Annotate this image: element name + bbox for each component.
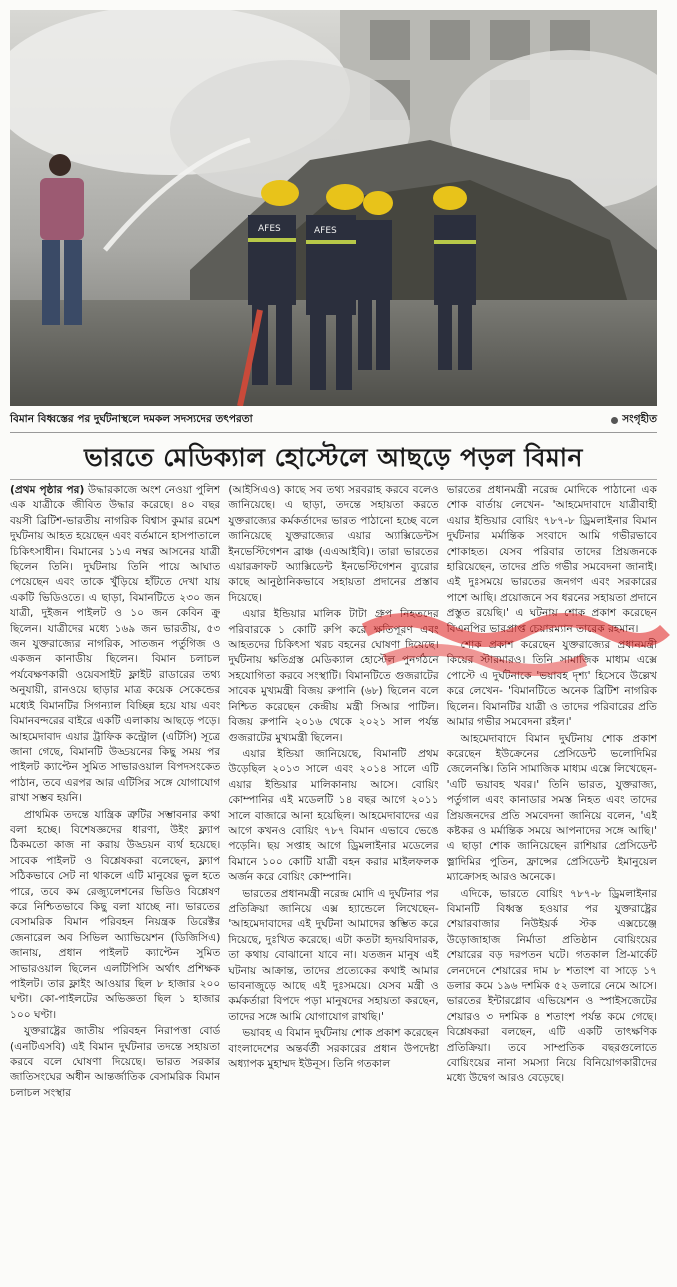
column-3 bbox=[447, 483, 657, 1278]
article-headline: ভারতে মেডিক্যাল হোস্টেলে আছড়ে পড়ল বিমান bbox=[10, 437, 657, 480]
photo-caption: বিমান বিধ্বস্তের পর দুর্ঘটনাস্থলে দমকল সদস্যদের তৎপরতা bbox=[10, 412, 253, 425]
lead-label: (প্রথম পৃষ্ঠার পর) bbox=[10, 484, 85, 496]
paragraph: ভারতের প্রধানমন্ত্রী নরেন্দ্র মোদিকে পাঠানো এক শোক বার্তায় লেখেন- 'আহমেদাবাদে যাত্রীবাহী এয়ার ইন্ডিয়ার বোয়িং ৭৮৭-৮ ড্রিমলাইনার বিমান দুর্ঘটনার মর্মান্তিক সংবাদে আমি গভীরভাবে শোকাহত। যেসব পরিবার তাদের প্রিয়জনকে হারিয়েছেন, তাদের প্রতি গভীর সমবেদনা জানাই। এই দুঃসময়ে ভারতের জনগণ এবং সরকারের পাশে আছি। প্রয়োজনে সব ধরনের সহায়তা প্রদানে প্রস্তুত রয়েছি।' এ ঘটনায় শোক প্রকাশ করেছেন বিএনপির ভারপ্রাপ্ত চেয়ারম্যান তারেক রহমান। bbox=[446, 484, 657, 635]
bullet-icon bbox=[611, 417, 618, 424]
paragraph: ভয়াবহ এ বিমান দুর্ঘটনায় শোক প্রকাশ করেছেন বাংলাদেশের অন্তর্বর্তী সরকারের প্রধান উপদেষ্টা অধ্যাপক মুহাম্মদ ইউনূস। তিনি গতকাল bbox=[228, 1027, 439, 1071]
paragraph bbox=[10, 483, 220, 807]
paragraph-text: উদ্ধারকাজে অংশ নেওয়া পুলিশ এক যাত্রীকে জীবিত উদ্ধার করেছে। ৪০ বছর বয়সী ব্রিটিশ-ভারতীয় নাগরিক বিশ্বাস কুমার রমেশ দুর্ঘটনায় আহত হয়েছেন এবং বর্তমানে হাসপাতালে চিকিৎসাধীন। বিমানের ১১এ নম্বর আসনের যাত্রী ছিলেন তিনি। দুর্ঘটনায় তিনি পায়ে আঘাত পেয়েছেন এবং তাকে খুঁড়িয়ে হাঁটতে দেখা যায় একটি ভিডিওতে। এ ছাড়া, বিমানটিতে ২৩০ জন যাত্রী, দুইজন পাইলট ও ১০ জন কেবিন ক্রু ছিলেন। যাত্রীদের মধ্যে ১৬৯ জন ভারতীয়, ৫৩ জন যুক্তরাজ্যের নাগরিক, সাতজন পর্তুগিজ ও একজন কানাডীয় ছিলেন। বিমান চলাচল পর্যবেক্ষণকারী ওয়েবসাইট ফ্লাইট রাডারের তথ্য অনুযায়ী, রানওয়ে ছাড়ার মাত্র কয়েক সেকেন্ডের মধ্যেই বিমানটির সিগন্যাল বিচ্ছিন্ন হয়ে যায় এবং বিমানবন্দরের বাইরে একটি এলাকায় আছড়ে পড়ে। আহমেদাবাদ এয়ার ট্রাফিক কন্ট্রোল (এটিসি) সূত্রে জানা গেছে, বিমানটি উড্ডয়নের কিছু সময় পর পাইলট ক্যাপ্টেন সুমিত সাভারওয়াল বিপদসংকেত পাঠান, তবে এরপর আর এটিসির সঙ্গে যোগাযোগ রাখা সম্ভব হয়নি। bbox=[10, 484, 221, 805]
column-1 bbox=[10, 483, 220, 1278]
paragraph: (আইসিএও) কাছে সব তথ্য সরবরাহ করবে বলেও জানিয়েছে। এ ছাড়া, তদন্তে সহায়তা করতে যুক্তরাজ্যের কর্মকর্তাদের ভারত পাঠানো হচ্ছে বলে জানিয়েছে যুক্তরাজ্যের এয়ার অ্যাক্সিডেন্টস ইনভেস্টিগেশন ব্রাঞ্চ (এএআইবি)। তারা ভারতের এয়ারক্রাফট অ্যাক্সিডেন্ট ইনভেস্টিগেশন ব্যুরোর কাছে আনুষ্ঠানিকভাবে সহায়তা প্রদানের প্রস্তাব দিয়েছে। bbox=[228, 484, 439, 604]
paragraph: আহমেদাবাদে বিমান দুর্ঘটনায় শোক প্রকাশ করেছেন ইউক্রেনের প্রেসিডেন্ট ভলোদিমির জেলেনস্কি। তিনি সামাজিক মাধ্যম এক্সে লিখেছেন- 'এটি ভয়াবহ খবর।' তিনি ভারত, যুক্তরাজ্য, পর্তুগাল এবং কানাডার সমস্ত নিহত এবং তাদের প্রিয়জনদের প্রতি সমবেদনা জানিয়ে বলেন, 'এই কষ্টকর ও মর্মান্তিক সময়ে আপনাদের সঙ্গে আছি।' এ ছাড়া শোক জানিয়েছেন রাশিয়ার প্রেসিডেন্ট ভ্লাদিমির পুতিন, ফ্রান্সের প্রেসিডেন্ট ইমানুয়েল ম্যাক্রোসহ আরও অনেকে। bbox=[446, 732, 657, 884]
paragraph: এয়ার ইন্ডিয়ার মালিক টাটা গ্রুপ নিহতদের পরিবারকে ১ কোটি রুপি করে ক্ষতিপূরণ এবং আহতদের চিকিৎসা খরচ বহনের ঘোষণা দিয়েছে। দুর্ঘটনায় ক্ষতিগ্রস্ত মেডিক্যাল হোস্টেল পুনর্গঠনে সহযোগিতা করবে সংস্থাটি। বিমানটিতে গুজরাটের সাবেক মুখ্যমন্ত্রী বিজয় রুপানি (৬৮) ছিলেন বলে নিশ্চিত করেছেন কেন্দ্রীয় মন্ত্রী সিআর পাটিল। বিজয় রুপানি ২০১৬ থেকে ২০২১ সাল পর্যন্ত গুজরাটের মুখ্যমন্ত্রী ছিলেন। bbox=[228, 608, 439, 744]
photo-credit bbox=[611, 412, 657, 429]
badge-text: AFES bbox=[314, 226, 337, 236]
paragraph: ভারতের প্রধানমন্ত্রী নরেন্দ্র মোদি এ দুর্ঘটনার পর প্রতিক্রিয়া জানিয়ে এক্স হ্যান্ডেলে লিখেছেন- 'আহমেদাবাদের এই দুর্ঘটনা আমাদের স্তম্ভিত করে দিয়েছে, দুঃখিত করেছে। এটা কতটা হৃদয়বিদারক, তা কথায় বোঝানো যাবে না। যতজন মানুষ এই ঘটনায় আক্রান্ত, তাদের প্রত্যেকের কথাই আমার ভাবনাজুড়ে আছে এই দুঃসময়ে। যেসব মন্ত্রী ও কর্মকর্তারা বিপদে পড়া মানুষদের সহায়তা করছেন, তাদের সঙ্গে আমি যোগাযোগ রাখছি।' bbox=[228, 887, 439, 1023]
credit-label: সংগৃহীত bbox=[622, 412, 657, 425]
article-body bbox=[10, 483, 657, 1278]
column-2 bbox=[228, 483, 438, 1278]
paragraph: এদিকে, ভারতে বোয়িং ৭৮৭-৮ ড্রিমলাইনার বিমানটি বিধ্বস্ত হওয়ার পর যুক্তরাষ্ট্রের শেয়ারবাজার নিউইয়র্ক স্টক এক্সচেঞ্জে উড়োজাহাজ নির্মাতা প্রতিষ্ঠান বোয়িংয়ের শেয়ারের বড় দরপতন ঘটে। গতকাল প্রি-মার্কেট লেনদেনে শেয়ারের দাম ৮ শতাংশ বা সাড়ে ১৭ ডলার কমে ১৯৬ দশমিক ৫২ ডলারে নেমে আসে। ভারতের ইন্টারগ্লোব এভিয়েশন ও স্পাইসজেটের শেয়ারও ৩ দশমিক ৪ শতাংশ পর্যন্ত কমে গেছে। বিশ্লেষকরা বলছেন, এটি একটি তাৎক্ষণিক প্রতিক্রিয়া। তবে সাম্প্রতিক বছরগুলোতে বোয়িংয়ের নানা সমস্যা নিয়ে বিনিয়োগকারীদের মধ্যে উদ্বেগ আরও বেড়েছে। bbox=[446, 887, 657, 1085]
paragraph: প্রাথমিক তদন্তে যান্ত্রিক ত্রুটির সম্ভাবনার কথা বলা হচ্ছে। বিশেষজ্ঞদের ধারণা, উইং ফ্ল্যাপ ঠিকমতো কাজ না করায় উড্ডয়ন ব্যর্থ হয়েছে। সাবেক পাইলট ও বিশ্লেষকরা বলেছেন, ফ্ল্যাপ সঠিকভাবে সেট না থাকলে এটি মানুষের ভুল হতে পারে, তবে কম রেজ্যুলেশনের ভিডিও বিশ্লেষণ করে নিশ্চিতভাবে কিছু বলা যাচ্ছে না। ভারতের বেসামরিক বিমান পরিবহন নিয়ন্ত্রক ডিরেক্টর জেনারেল অব সিভিল অ্যাভিয়েশন (ডিজিসিএ) জানায়, প্রধান পাইলট ক্যাপ্টেন সুমিত সাভারওয়াল ছিলেন এলটিপিসি অর্থাৎ প্রশিক্ষক পাইলট। তার ফ্লাইং আওয়ার ছিল ৮ হাজার ২০০ ঘণ্টা। কো-পাইলটের অভিজ্ঞতা ছিল ১ হাজার ১০০ ঘণ্টা। bbox=[10, 808, 221, 1021]
photo-caption-bar bbox=[10, 408, 657, 433]
badge-text: AFES bbox=[258, 224, 281, 234]
news-photo bbox=[10, 10, 657, 406]
fire-scene-photo bbox=[10, 10, 657, 406]
paragraph: শোক প্রকাশ করেছেন যুক্তরাজ্যের প্রধানমন্ত্রী কিয়ের স্টারমারও। তিনি সামাজিক মাধ্যম এক্সে পোস্টে এ দুর্ঘটনাকে 'ভয়াবহ দৃশ্য' হিসেবে উল্লেখ করে লেখেন- 'বিমানটিতে অনেক ব্রিটিশ নাগরিক ছিলেন। বিমানটির যাত্রী ও তাদের পরিবারের প্রতি আমার গভীর সমবেদনা রইল।' bbox=[446, 639, 657, 729]
paragraph: যুক্তরাষ্ট্রের জাতীয় পরিবহন নিরাপত্তা বোর্ড (এনটিএসবি) এই বিমান দুর্ঘটনার তদন্তে সহায়তা করবে বলে ঘোষণা দিয়েছে। ভারত সরকার জাতিসংঘের অধীন আন্তর্জাতিক বেসামরিক বিমান চলাচল সংস্থার bbox=[10, 1025, 221, 1099]
paragraph: এয়ার ইন্ডিয়া জানিয়েছে, বিমানটি প্রথম উড়েছিল ২০১৩ সালে এবং ২০১৪ সালে এটি এয়ার ইন্ডিয়ার মালিকানায় আসে। বোয়িং কোম্পানির এই মডেলটি ১৪ বছর আগে ২০১১ সালে বাজারে আনা হয়েছিল। আহমেদাবাদের এর আগে কখনও বোয়িং ৭৮৭ বিমান এভাবে ভেঙে পড়েনি। ছয় সপ্তাহ আগে ড্রিমলাইনার মডেলের বিমানে ১০০ কোটি যাত্রী বহন করার মাইলফলক অর্জন করে বোয়িং কোম্পানি। bbox=[228, 747, 439, 884]
